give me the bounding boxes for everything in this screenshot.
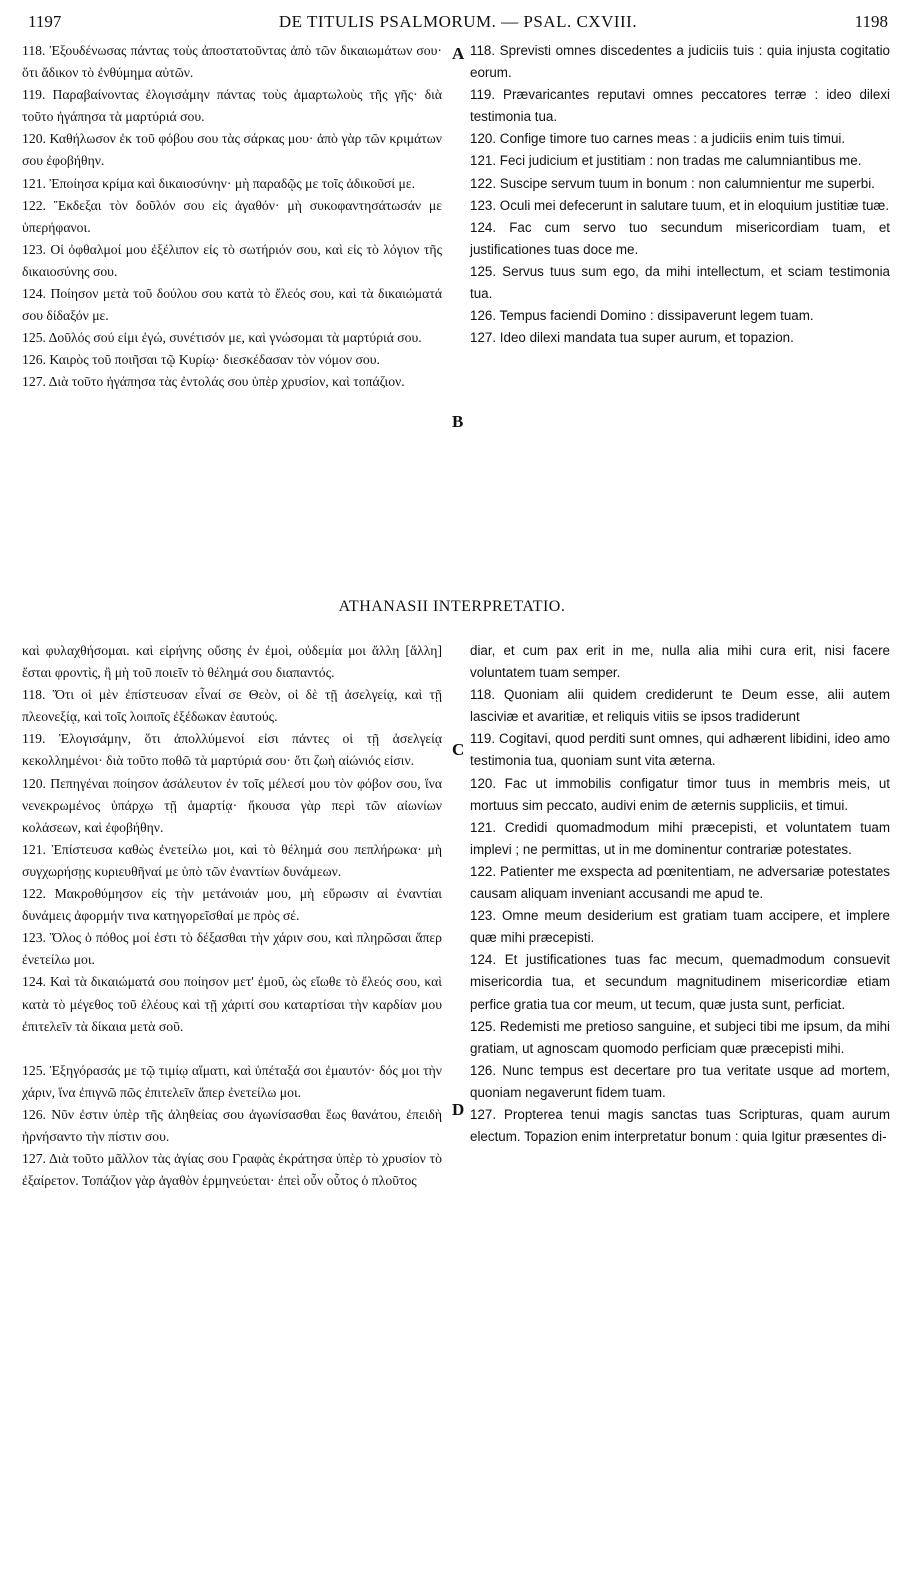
running-title: DE TITULIS PSALMORUM. — PSAL. CXVIII. [278,12,638,31]
commentary-124-latin: 124. Et justificationes tuas fac mecum, quemadmodum consuevit misericordia tua, et secundum magnitudinem misericordiæ etiam perfice gratia tua cor meum, ut tecum, quæ justa sunt, perficiat. [470,952,890,1012]
verse-123-greek: 123. Οἱ ὀφθαλμοί μου ἐξέλιπον εἰς τὸ σωτήριόν σου, καὶ εἰς τὸ λόγιον τῆς δικαιοσύνης σου. [22,241,442,279]
commentary-123-latin: 123. Omne meum desiderium est gratiam tuam accipere, et implere quæ mihi præcepisti. [470,908,890,946]
commentary-122-latin: 122. Patienter me exspecta ad pœnitentiam, ne adversariæ potestates causam aliquam inveniant accusandi me apud te. [470,863,890,902]
verse-123-latin: 123. Oculi mei defecerunt in salutare tuum, et in eloquium justitiæ tuæ. [470,197,890,213]
commentary-121-latin: 121. Credidi quomadmodum mihi præcepisti, et voluntatem tuam implevi ; ne permittas, ut in me dominentur contrariæ potestates. [470,819,890,857]
page-header [28,12,888,38]
bottom-latin-column [470,640,890,1148]
margin-marker-c: C [452,740,465,759]
verse-118-greek: 118. Ἐξουδένωσας πάντας τοὺς ἀποστατοῦντας ἀπὸ τῶν δικαιωμάτων σου· ὅτι ἄδικον τὸ ἐνθύμημα αὐτῶν. [22,43,442,81]
commentary-119-greek: 119. Ἐλογισάμην, ὅτι ἀπολλύμενοί εἰσι πάντες οἱ τῇ ἀσελγείᾳ κεκολλημένοι· διὰ τοῦτο ποθῶ τὰ μαρτύριά σου· ὅτι ζωὴ αἰώνιός εἰσιν. [22,731,442,769]
commentary-118-greek: 118. Ὅτι οἱ μὲν ἐπίστευσαν εἶναί σε Θεὸν, οἱ δὲ τῇ ἀσελγείᾳ, καὶ τῇ πλεονεξίᾳ, καὶ τοῖς λοιποῖς ἐξέδωκαν ἑαυτούς. [22,687,442,725]
commentary-124-greek: 124. Καὶ τὰ δικαιώματά σου ποίησον μετ' ἐμοῦ, ὡς εἴωθε τὸ ἔλεός σου, καὶ κατὰ τὸ μέγεθος τοῦ ἐλέους καὶ τῇ χάριτί σου καταρτίσαι τὴν καρδίαν μου ἐπιτελεῖν τὰ δίκαια μετὰ σοῦ. [22,974,442,1034]
commentary-126-latin: 126. Nunc tempus est decertare pro tua veritate usque ad mortem, quoniam negaverunt fidem tuam. [470,1062,890,1100]
latin-continuation: diar, et cum pax erit in me, nulla alia mihi cura erit, nisi facere voluntatem tuam semper. [470,643,890,681]
verse-126-latin: 126. Tempus faciendi Domino : dissipaverunt legem tuam. [470,308,814,324]
commentary-121-greek: 121. Ἐπίστευσα καθὼς ἐνετείλω μοι, καὶ τὸ θέλημά σου πεπλήρωκα· μὴ συγχωρήσῃς κυριευθῆναί με ὑπὸ τῶν ἐναντίων δυνάμεων. [22,841,442,879]
page-number-right: 1198 [854,12,888,31]
commentary-118-latin: 118. Quoniam alii quidem crediderunt te Deum esse, alii autem lasciviæ et avaritiæ, et reliquis vitiis se ipsos tradiderunt [470,687,890,725]
section-title: ATHANASII INTERPRETATIO. [338,598,566,615]
bottom-greek-column [22,640,442,1192]
verse-122-greek: 122. Ἔκδεξαι τὸν δοῦλόν σου εἰς ἀγαθόν· μὴ συκοφαντησάτωσάν με ὑπερήφανοι. [22,197,442,235]
commentary-127-greek: 127. Διὰ τοῦτο μᾶλλον τὰς ἁγίας σου Γραφὰς ἐκράτησα ὑπὲρ τὸ χρυσίον τὸ ἐξαίρετον. Τοπάζιον γὰρ ἀγαθὸν ἑρμηνεύεται· ἐπεὶ οὖν οὗτος ὁ πλοῦτος [22,1151,442,1189]
verse-124-latin: 124. Fac cum servo tuo secundum misericordiam tuam, et justificationes tuas doce me. [470,219,890,257]
page-number-left: 1197 [28,12,62,31]
verse-126-greek: 126. Καιρὸς τοῦ ποιῆσαι τῷ Κυρίῳ· διεσκέδασαν τὸν νόμον σου. [22,352,380,368]
top-greek-column [22,40,442,394]
verse-120-latin: 120. Confige timore tuo carnes meas : a judiciis enim tuis timui. [470,131,846,147]
commentary-127-latin: 127. Propterea tenui magis sanctas tuas Scripturas, quam aurum electum. Topazion enim interpretatur bonum : quia Igitur præsentes di- [470,1106,890,1145]
verse-127-greek: 127. Διὰ τοῦτο ἠγάπησα τὰς ἐντολάς σου ὑπὲρ χρυσίον, καὶ τοπάζιον. [22,374,405,390]
verse-125-greek: 125. Δοῦλός σού εἰμι ἐγώ, συνέτισόν με, καὶ γνώσομαι τὰ μαρτύριά σου. [22,330,422,346]
verse-120-greek: 120. Καθήλωσον ἐκ τοῦ φόβου σου τὰς σάρκας μου· ἀπὸ γὰρ τῶν κριμάτων σου ἐφοβήθην. [22,131,442,169]
commentary-120-greek: 120. Πεπηγέναι ποίησον ἀσάλευτον ἐν τοῖς μέλεσί μου τὸν φόβον σου, ἵνα νενεκρωμένος ὑπάρχω τῇ ἁμαρτίᾳ· ἤκουσα γὰρ περὶ τῶν αἰωνίων κολάσεων, καὶ ἐφοβήθην. [22,775,442,835]
commentary-120-latin: 120. Fac ut immobilis configatur timor tuus in membris meis, ut mortuus sim peccato, audivi enim de æternis suppliciis, et timui. [470,775,890,813]
verse-125-latin: 125. Servus tuus sum ego, da mihi intellectum, et sciam testimonia tua. [470,263,890,302]
commentary-123-greek: 123. Ὅλος ὁ πόθος μοί ἐστι τὸ δέξασθαι τὴν χάριν σου, καὶ πληρῶσαι ἅπερ ἐνετείλω μοι. [22,930,442,968]
margin-marker-d: D [452,1100,465,1119]
verse-124-greek: 124. Ποίησον μετὰ τοῦ δούλου σου κατὰ τὸ ἔλεός σου, καὶ τὰ δικαιώματά σου δίδαξόν με. [22,286,442,324]
verse-118-latin: 118. Sprevisti omnes discedentes a judiciis tuis : quia injusta cogitatio eorum. [470,43,890,81]
greek-continuation: καὶ φυλαχθήσομαι. καὶ εἰρήνης οὔσης ἐν ἐμοὶ, οὐδεμία μοι ἄλλη [ἄλλη] ἔσται φροντὶς, ἢ μὴ τοῦ ποιεῖν τὸ θέλημά σου διαπαντός. [22,643,442,681]
commentary-122-greek: 122. Μακροθύμησον εἰς τὴν μετάνοιάν μου, μὴ εὕρωσιν αἱ ἐναντίαι δυνάμεις ἀφορμήν τινα κατηγορεῖσθαί με πρὸς σέ. [22,886,442,924]
margin-marker-b: B [452,412,464,431]
commentary-125-latin: 125. Redemisti me pretioso sanguine, et subjeci tibi me ipsum, da mihi gratiam, ut agnoscam quomodo perficiam quæ præcepisti mihi. [470,1018,890,1056]
commentary-119-latin: 119. Cogitavi, quod perditi sunt omnes, qui adhærent libidini, ideo amo testimonia tua, quoniam sunt vita æterna. [470,731,890,769]
commentary-126-greek: 126. Νῦν ἐστιν ὑπὲρ τῆς ἀληθείας σου ἀγωνίσασθαι ἕως θανάτου, ἐπειδὴ ἠρνήσαντο τὴν πίστιν σου. [22,1106,442,1144]
verse-119-greek: 119. Παραβαίνοντας ἐλογισάμην πάντας τοὺς ἁμαρτωλοὺς τῆς γῆς· διὰ τοῦτο ἠγάπησα τὰ μαρτύριά σου. [22,87,442,125]
margin-marker-a: A [452,44,465,63]
verse-121-greek: 121. Ἐποίησα κρίμα καὶ δικαιοσύνην· μὴ παραδῷς με τοῖς ἀδικοῦσί με. [22,175,416,191]
commentary-125-greek: 125. Ἐξηγόρασάς με τῷ τιμίῳ αἵματι, καὶ ὑπέταξά σοι ἐμαυτόν· δός μοι τὴν χάριν, ἵνα ἐπιγνῶ πῶς ἐπιτελεῖν ἅπερ ἐνετείλω μοι. [22,1062,442,1100]
verse-122-latin: 122. Suscipe servum tuum in bonum : non calumnientur me superbi. [470,175,875,191]
verse-127-latin: 127. Ideo dilexi mandata tua super aurum, et topazion. [470,330,794,346]
top-latin-column [470,40,890,349]
verse-119-latin: 119. Prævaricantes reputavi omnes peccatores terræ : ideo dilexi testimonia tua. [470,87,890,125]
verse-121-latin: 121. Feci judicium et justitiam : non tradas me calumniantibus me. [470,153,862,169]
